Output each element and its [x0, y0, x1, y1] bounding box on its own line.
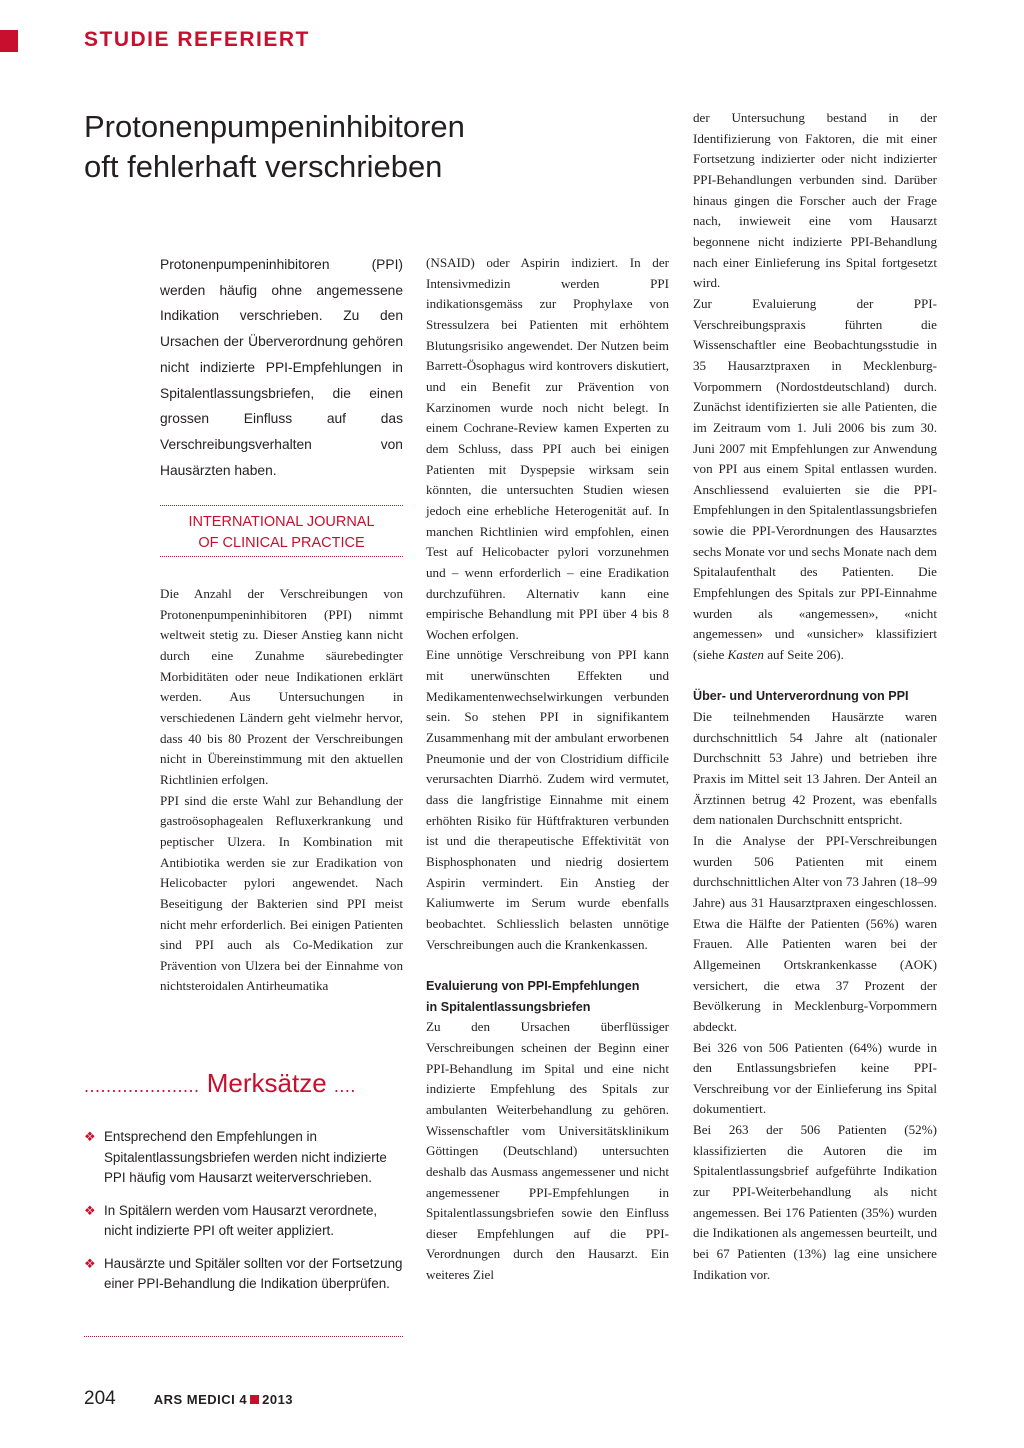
list-item: [84, 1201, 403, 1242]
section-marker: [0, 30, 18, 52]
body-paragraph: Bei 263 der 506 Patienten (52%) klassifizierten die Autoren die im Spitalentlassungsbrief aufgeführte Indikation zur PPI-Weiterbehandlung als nicht angemessen. Bei 176 Patienten (35%) wurden die Indikationen als angemessen beurteilt, und bei 67 Patienten (13%) lag eine unsichere Indikation vor.: [693, 1122, 937, 1282]
list-item-text: Entsprechend den Empfehlungen in Spitalentlassungsbriefen werden nicht indizierte PPI häufig vom Hausarzt weiterverschrieben.: [104, 1129, 387, 1185]
body-paragraph: PPI sind die erste Wahl zur Behandlung der gastroösophagealen Refluxerkrankung und peptischer Ulzera. In Kombination mit Antibiotika werden sie zur Eradikation von Helicobacter pylori angewendet. Nach Beseitigung der Bakterien sind PPI meist nicht mehr erforderlich. Bei einigen Patienten sind PPI auch als Co-Medikation zur Prävention von Ulzera bei der Einnahme von nichtsteroidalen Antirheumatika: [160, 792, 403, 994]
title-line-1: Protonenpumpeninhibitoren: [84, 109, 465, 144]
merksaetze-heading: [84, 1063, 414, 1106]
square-icon: [250, 1395, 259, 1404]
diamond-bullet-icon: ❖: [84, 1255, 96, 1271]
lead-paragraph: Protonenpumpeninhibitoren (PPI) werden häufig ohne angemessene Indikation verschrieben. Zu den Ursachen der Überverordnung gehören nicht indizierte PPI-Empfehlungen in Spitalentlassungsbriefen, die einen grossen Einfluss auf das Verschreibungsverhalten von Hausärzten haben.: [160, 257, 403, 478]
page-title: [84, 107, 644, 187]
merksaetze-list: [84, 1127, 403, 1307]
body-paragraph: Eine unnötige Verschreibung von PPI kann mit unerwünschten Effekten und Medikamentenwechselwirkungen verbunden sein. So stehen PPI in signifikantem Zusammenhang mit der ambulant erworbenen Pneumonie und der von Clostridium difficile verursachten Diarrhö. Zudem wird vermutet, dass die langfristige Einnahme mit einem erhöhten Risiko für Hüftfrakturen verbunden ist und die therapeutische Effektivität von Bisphosphonaten und niedrig dosiertem Aspirin vermindert. Ein Anstieg der Kaliumwerte im Serum wurde ebenfalls beobachtet. Schliesslich belasten unnötige Verschreibungen auch die Krankenkassen.: [426, 647, 669, 952]
heading-dots: .....................: [84, 1076, 200, 1096]
body-paragraph: Die Anzahl der Verschreibungen von Protonenpumpeninhibitoren (PPI) nimmt weltweit stetig zu. Dieser Anstieg kann nicht durch eine Zunahme säurebedingter Morbiditäten oder neue Indikationen erklärt werden. Aus Untersuchungen in verschiedenen Ländern geht vielmehr hervor, dass 40 bis 80 Prozent der Verschreibungen nicht in Übereinstimmung mit den aktuellen Richtlinien erfolgen.: [160, 586, 403, 787]
dotted-divider: [160, 505, 403, 506]
body-paragraph: Bei 326 von 506 Patienten (64%) wurde in den Entlassungsbriefen keine PPI-Verschreibung vor der Einlieferung ins Spital dokumentiert.: [693, 1039, 937, 1117]
journal-year: 2013: [262, 1392, 294, 1407]
subheading-line: Evaluierung von PPI-Empfehlungen: [426, 978, 640, 993]
source-line-2: OF CLINICAL PRACTICE: [198, 535, 365, 551]
subheading-evaluation: [426, 976, 669, 1017]
body-paragraph: In die Analyse der PPI-Verschreibungen wurden 506 Patienten mit einem durchschnittlichen Alter von 73 Jahren (18–99 Jahre) aus 31 Hausarztpraxen eingeschlossen. Etwa die Hälfte der Patienten (56%) waren Frauen. Alle Patienten waren bei der Allgemeinen Ortskrankenkasse (AOK) versichert, die etwa 37 Prozent der Bevölkerung in Mecklenburg-Vorpommern abdeckt.: [693, 832, 937, 1034]
dotted-divider: [84, 1336, 403, 1337]
page-number: 204: [84, 1388, 116, 1409]
list-item: [84, 1127, 403, 1189]
subheading-line: in Spitalentlassungsbriefen: [426, 999, 591, 1014]
section-label: STUDIE REFERIERT: [84, 28, 310, 51]
text-column-3: [693, 108, 937, 1285]
title-line-2: oft fehlerhaft verschrieben: [84, 149, 443, 184]
diamond-bullet-icon: ❖: [84, 1202, 96, 1218]
text-run: auf Seite 206).: [763, 647, 844, 663]
diamond-bullet-icon: ❖: [84, 1129, 96, 1144]
list-item-text: In Spitälern werden vom Hausarzt verordnete, nicht indizierte PPI oft weiter appliziert.: [104, 1202, 378, 1238]
heading-dots: ....: [333, 1076, 356, 1096]
text-column-2: [426, 253, 669, 1286]
journal-name: ARS MEDICI 4: [153, 1392, 248, 1407]
subheading-ueber-unterverordnung: Über- und Unterverordnung von PPI: [693, 689, 909, 704]
body-paragraph: [693, 294, 937, 666]
list-item: [84, 1254, 403, 1295]
merksaetze-title: Merksätze: [206, 1068, 327, 1098]
source-journal: [160, 512, 403, 554]
list-item-text: Hausärzte und Spitäler sollten vor der Fortsetzung einer PPI-Behandlung die Indikation überprüfen.: [104, 1255, 403, 1291]
text-run: Zur Evaluierung der PPI-Verschreibungspraxis führten die Wissenschaftler eine Beobachtungsstudie in 35 Hausarztpraxen in Mecklenburg-Vorpommern (Nordostdeutschland) durch. Zunächst identifizierten sie alle Patienten, die im Zeitraum vom 1. Juli 2006 bis zum 30. Juni 2007 mit Empfehlungen zur Anwendung von PPI aus einem Spital entlassen wurden. Anschliessend evaluierten sie die PPI-Empfehlungen in den Spitalentlassungsbriefen sowie die PPI-Verordnungen des Hausarztes sechs Monate vor und sechs Monate nach dem Spitalaufenthalt des Patienten. Die Empfehlungen des Spitals zur PPI-Einnahme wurden als «angemessen», «nicht angemessen» und «unsicher» klassifiziert (siehe: [693, 295, 937, 663]
body-paragraph: Zu den Ursachen überflüssiger Verschreibungen scheinen der Beginn einer PPI-Behandlung im Spital und eine nicht indizierte Empfehlung des Spitals zur ambulanten Weiterbehandlung zu gehören. Wissenschaftler vom Universitätsklinikum Göttingen (Deutschland) untersuchten deshalb das Ausmass angemessener und nicht angemessener PPI-Empfehlungen in Spitalentlassungsbriefen sowie den Einfluss dieser Empfehlungen auf die PPI-Verordnungen durch den Hausarzt. Ein weiteres Ziel: [426, 1019, 669, 1283]
text-column-1: [160, 584, 403, 997]
page-footer: [84, 1388, 293, 1414]
body-paragraph: der Untersuchung bestand in der Identifizierung von Faktoren, die mit einer Fortsetzung indizierter oder nicht indizierter PPI-Behandlungen verbunden sind. Darüber hinaus gingen die Forscher auch der Frage nach, inwieweit eine vom Hausarzt begonnene nicht indizierte PPI-Behandlung nach einer Einlieferung ins Spital fortgesetzt wird.: [693, 110, 937, 291]
body-paragraph: Die teilnehmenden Hausärzte waren durchschnittlich 54 Jahre alt (nationaler Durchschnitt 53 Jahre) und betrieben ihre Praxis im Mittel seit 13 Jahren. Der Anteil an Ärztinnen betrug 42 Prozent, was ebenfalls dem nationalen Durchschnitt entspricht.: [693, 709, 937, 828]
source-line-1: INTERNATIONAL JOURNAL: [188, 514, 375, 530]
kasten-reference: Kasten: [727, 647, 764, 663]
body-paragraph: (NSAID) oder Aspirin indiziert. In der Intensivmedizin werden PPI indikationsgemäss zur Prophylaxe von Stressulzera bei Patienten mit erhöhtem Blutungsrisiko angewendet. Der Nutzen beim Barrett-Ösophagus wird kontrovers diskutiert, und ein Benefit zur Prävention von Karzinomen wurde noch nicht belegt. In einem Cochrane-Review kamen Experten zu dem Schluss, dass PPI auch bei einigen Patienten mit Dyspepsie wirksam sein könnten, die untersuchten Studien wiesen jedoch eine erhebliche Heterogenität auf. In manchen Richtlinien wird empfohlen, einen Test auf Helicobacter pylori vorzunehmen und – wenn erforderlich – eine Eradikation durchzuführen. Alternativ kann eine empirische Behandlung mit PPI über 4 bis 8 Wochen erfolgen.: [426, 255, 669, 642]
dotted-divider: [160, 556, 403, 557]
